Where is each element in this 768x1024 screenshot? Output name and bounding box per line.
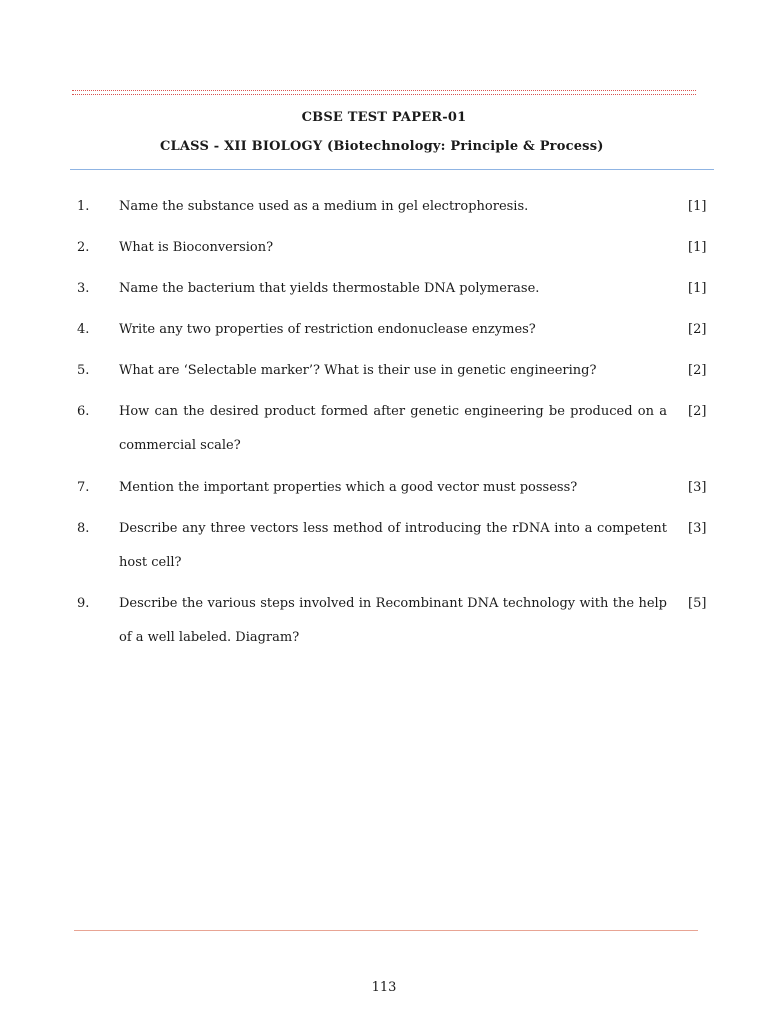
header-divider — [70, 169, 714, 170]
question-marks: [3] — [688, 480, 707, 495]
question-marks: [1] — [688, 281, 707, 296]
question-number: 6. — [77, 404, 90, 419]
question-number: 2. — [77, 240, 90, 255]
footer-divider — [74, 930, 698, 931]
question-number: 5. — [77, 363, 90, 378]
page-number: 113 — [371, 980, 397, 995]
question-marks: [2] — [688, 404, 707, 419]
question-marks: [5] — [688, 596, 707, 611]
page-title: CBSE TEST PAPER-01 — [301, 110, 467, 125]
question-marks: [1] — [688, 199, 707, 214]
page-subtitle: CLASS - XII BIOLOGY (Biotechnology: Principle & Process) — [160, 139, 604, 154]
question-marks: [2] — [688, 322, 707, 337]
question-number: 8. — [77, 521, 90, 536]
question-text: Name the substance used as a medium in gel electrophoresis. — [119, 199, 529, 214]
question-text: Write any two properties of restriction endonuclease enzymes? — [119, 322, 536, 337]
question-number: 3. — [77, 281, 90, 296]
top-dotted-rule — [72, 90, 696, 95]
question-number: 9. — [77, 596, 90, 611]
question-text: Mention the important properties which a good vector must possess? — [119, 480, 578, 495]
question-marks: [1] — [688, 240, 707, 255]
question-text: Describe any three vectors less method of introducing the rDNA into a competent host cell? — [119, 521, 667, 570]
question-marks: [2] — [688, 363, 707, 378]
question-number: 4. — [77, 322, 90, 337]
question-text: How can the desired product formed after genetic engineering be produced on a commercial scale? — [119, 404, 667, 453]
question-marks: [3] — [688, 521, 707, 536]
question-text: Describe the various steps involved in Recombinant DNA technology with the help of a well labeled. Diagram? — [119, 596, 667, 645]
question-text: Name the bacterium that yields thermostable DNA polymerase. — [119, 281, 540, 296]
question-number: 7. — [77, 480, 90, 495]
question-text: What are ‘Selectable marker’? What is their use in genetic engineering? — [119, 363, 597, 378]
question-text: What is Bioconversion? — [119, 240, 274, 255]
question-number: 1. — [77, 199, 90, 214]
